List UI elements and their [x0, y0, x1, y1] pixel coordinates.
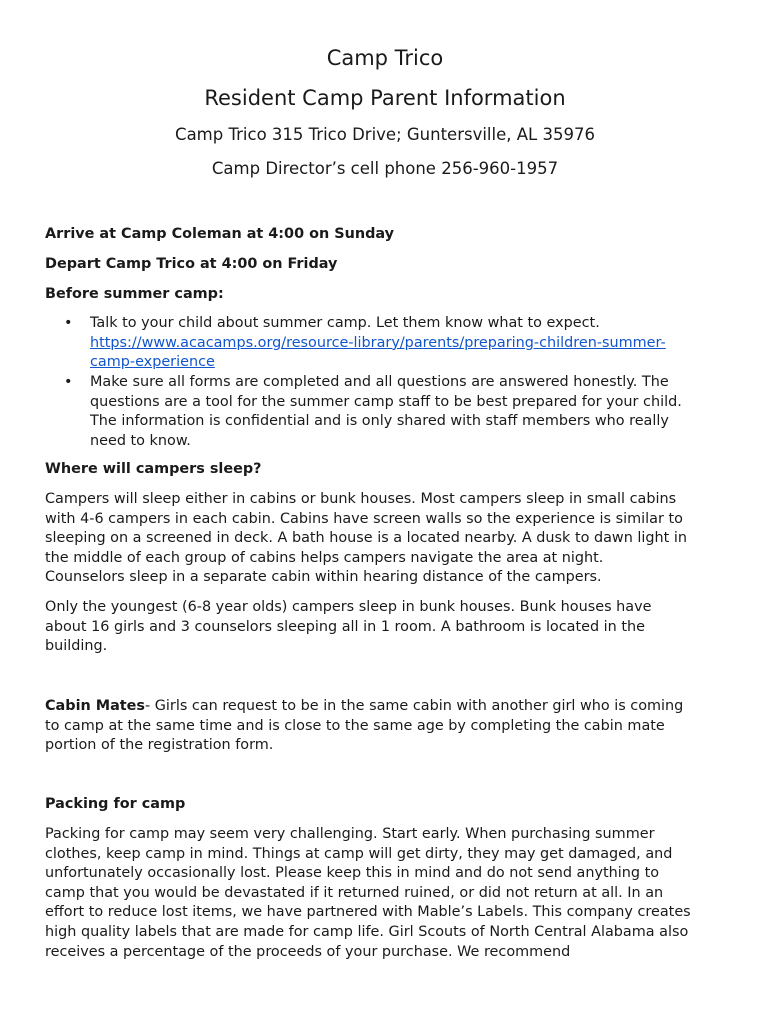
paragraph-line: high quality labels that are made for camp life. Girl Scouts of North Central Alabama also: [45, 923, 689, 940]
document-subtitle: Resident Camp Parent Information: [204, 86, 566, 110]
bullet-icon: •: [64, 315, 73, 331]
director-phone: Camp Director’s cell phone 256-960-1957: [211, 159, 559, 178]
packing-paragraph: [45, 825, 729, 962]
paragraph-line: to camp at the same time and is close to the same age by completing the cabin mate: [45, 717, 665, 734]
sleep-paragraph-1: [45, 490, 729, 588]
packing-heading: Packing for camp: [45, 796, 186, 812]
paragraph-line: about 16 girls and 3 counselors sleeping all in 1 room. A bathroom is located in the: [45, 618, 645, 635]
before-camp-heading: Before summer camp:: [45, 286, 224, 302]
bullet-icon: •: [64, 374, 73, 390]
list-item-line: Make sure all forms are completed and all questions are answered honestly. The: [90, 374, 669, 390]
paragraph-line: portion of the registration form.: [45, 737, 274, 754]
paragraph-line: Counselors sleep in a separate cabin within hearing distance of the campers.: [45, 569, 602, 586]
paragraph-line: effort to reduce lost items, we have partnered with Mable’s Labels. This company creates: [45, 904, 691, 921]
paragraph-line: unfortunately occasionally lost. Please keep this in mind and do not send anything to: [45, 865, 660, 882]
document-title: Camp Trico: [326, 46, 444, 70]
list-item-text: Talk to your child about summer camp. Let them know what to expect.: [90, 315, 600, 331]
paragraph-line: sleeping on a screened in deck. A bath house is a located nearby. A dusk to dawn light in: [45, 530, 687, 547]
paragraph-line: building.: [45, 638, 108, 655]
sleep-paragraph-2: [45, 598, 729, 657]
paragraph-line: receives a percentage of the proceeds of your purchase. We recommend: [45, 943, 571, 960]
link-text-line1: https://www.acacamps.org/resource-library/parents/preparing-children-summer-: [90, 334, 666, 351]
sleep-heading: Where will campers sleep?: [45, 461, 262, 477]
paragraph-line: clothes, keep camp in mind. Things at camp will get dirty, they may get damaged, and: [45, 845, 673, 862]
list-item-line: questions are a tool for the summer camp staff to be best prepared for your child.: [90, 393, 682, 410]
list-item-line: need to know.: [90, 432, 191, 449]
cabin-mates-paragraph: [45, 697, 729, 756]
link-text-line2: camp-experience: [90, 354, 215, 371]
paragraph-line: [45, 697, 729, 717]
depart-time: Depart Camp Trico at 4:00 on Friday: [45, 256, 338, 272]
paragraph-line: with 4-6 campers in each cabin. Cabins have screen walls so the experience is similar to: [45, 510, 683, 527]
paragraph-line: Only the youngest (6-8 year olds) campers sleep in bunk houses. Bunk houses have: [45, 599, 652, 615]
cabin-mates-label: Cabin Mates: [45, 698, 145, 714]
paragraph-line: the middle of each group of cabins helps campers navigate the area at night.: [45, 549, 604, 566]
list-item: [90, 373, 730, 451]
camp-address: Camp Trico 315 Trico Drive; Guntersville, AL 35976: [175, 125, 595, 144]
cabin-mates-intro: - Girls can request to be in the same cabin with another girl who is coming: [145, 698, 684, 714]
paragraph-line: Campers will sleep either in cabins or bunk houses. Most campers sleep in small cabins: [45, 491, 677, 507]
paragraph-line: Packing for camp may seem very challenging. Start early. When purchasing summer: [45, 826, 655, 842]
arrive-time: Arrive at Camp Coleman at 4:00 on Sunday: [45, 226, 395, 242]
list-item-line: The information is confidential and is only shared with staff members who really: [90, 413, 669, 430]
paragraph-line: camp that you would be devastated if it returned ruined, or did not return at all. In an: [45, 884, 664, 901]
preparing-children-link[interactable]: [90, 334, 730, 373]
list-item: [90, 314, 730, 373]
